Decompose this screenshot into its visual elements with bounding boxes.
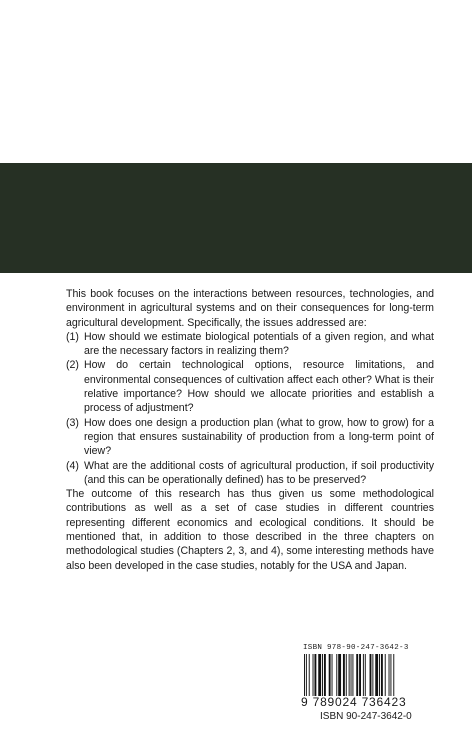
barcode-bar	[356, 654, 358, 696]
question-number: (1)	[66, 330, 79, 343]
question-number: (3)	[66, 416, 79, 429]
barcode-bar	[304, 654, 305, 696]
question-text: How should we estimate biological potentials of a given region, and what are the necessary factors in realizing them?	[84, 330, 434, 358]
barcode-bar	[313, 654, 314, 696]
barcode-bar	[372, 654, 373, 696]
question-text: How do certain technological options, resource limitations, and environmental consequences of cultivation affect each other? What is their relative importance? How should we allocate priorities and establish a process of adjustment?	[84, 359, 434, 415]
question-item	[66, 459, 434, 488]
barcode-bar	[375, 654, 378, 696]
conclusion-paragraph: The outcome of this research has thus given us some methodological contributions as well as a set of case studies in different countries representing different economics and ecological conditions. It should be mentioned that, in addition to those described in the three chapters on methodological studies (Chapters 2, 3, and 4), some interesting methods have also been developed in the case studies, notably for the USA and Japan.	[66, 488, 434, 572]
barcode-bar	[324, 654, 326, 696]
barcode-bar	[318, 654, 321, 696]
barcode-bar	[365, 654, 366, 696]
intro-paragraph: This book focuses on the interactions between resources, technologies, and environment in agricultural systems and on their consequences for long-term agricultural development. Specifically, the issues addressed are:	[66, 288, 434, 329]
barcode-bar	[329, 654, 331, 696]
question-item	[66, 330, 434, 359]
question-text: What are the additional costs of agricultural production, if soil productivity (and this can be operationally defined) has to be preserved?	[84, 459, 434, 486]
barcode-bar	[389, 654, 390, 696]
isbn10-label: ISBN 90-247-3642-0	[320, 711, 412, 722]
barcode-bar	[322, 654, 323, 696]
barcode-bar	[370, 654, 372, 696]
barcode-bar	[349, 654, 350, 696]
barcode-bar	[379, 654, 380, 696]
back-cover-text	[66, 287, 434, 573]
question-text: How does one design a production plan (what to grow, how to grow) for a region that ensures sustainability of production from a long-term point of view?	[84, 416, 434, 458]
barcode-bar	[352, 654, 353, 696]
isbn13-label: ISBN 978-90-247-3642-3	[303, 644, 409, 652]
barcode-bar	[346, 654, 347, 696]
barcode-bar	[385, 654, 386, 696]
barcode-bar	[390, 654, 391, 696]
barcode-bar	[343, 654, 345, 696]
barcode-bar	[332, 654, 333, 696]
question-item	[66, 358, 434, 415]
barcode-bar	[351, 654, 352, 696]
barcode-bar	[359, 654, 361, 696]
dark-cover-band	[0, 163, 472, 273]
barcode-bar	[309, 654, 310, 696]
barcode-bar	[306, 654, 307, 696]
barcode-digits: 9 789024 736423	[301, 695, 407, 709]
barcode-bar	[336, 654, 337, 696]
barcode-bar	[381, 654, 383, 696]
barcode-bar	[338, 654, 341, 696]
question-item	[66, 416, 434, 459]
question-number: (2)	[66, 359, 79, 372]
barcode	[303, 654, 425, 696]
barcode-bar	[363, 654, 364, 696]
barcode-bar	[314, 654, 316, 696]
question-number: (4)	[66, 459, 79, 472]
barcode-bar	[393, 654, 394, 696]
